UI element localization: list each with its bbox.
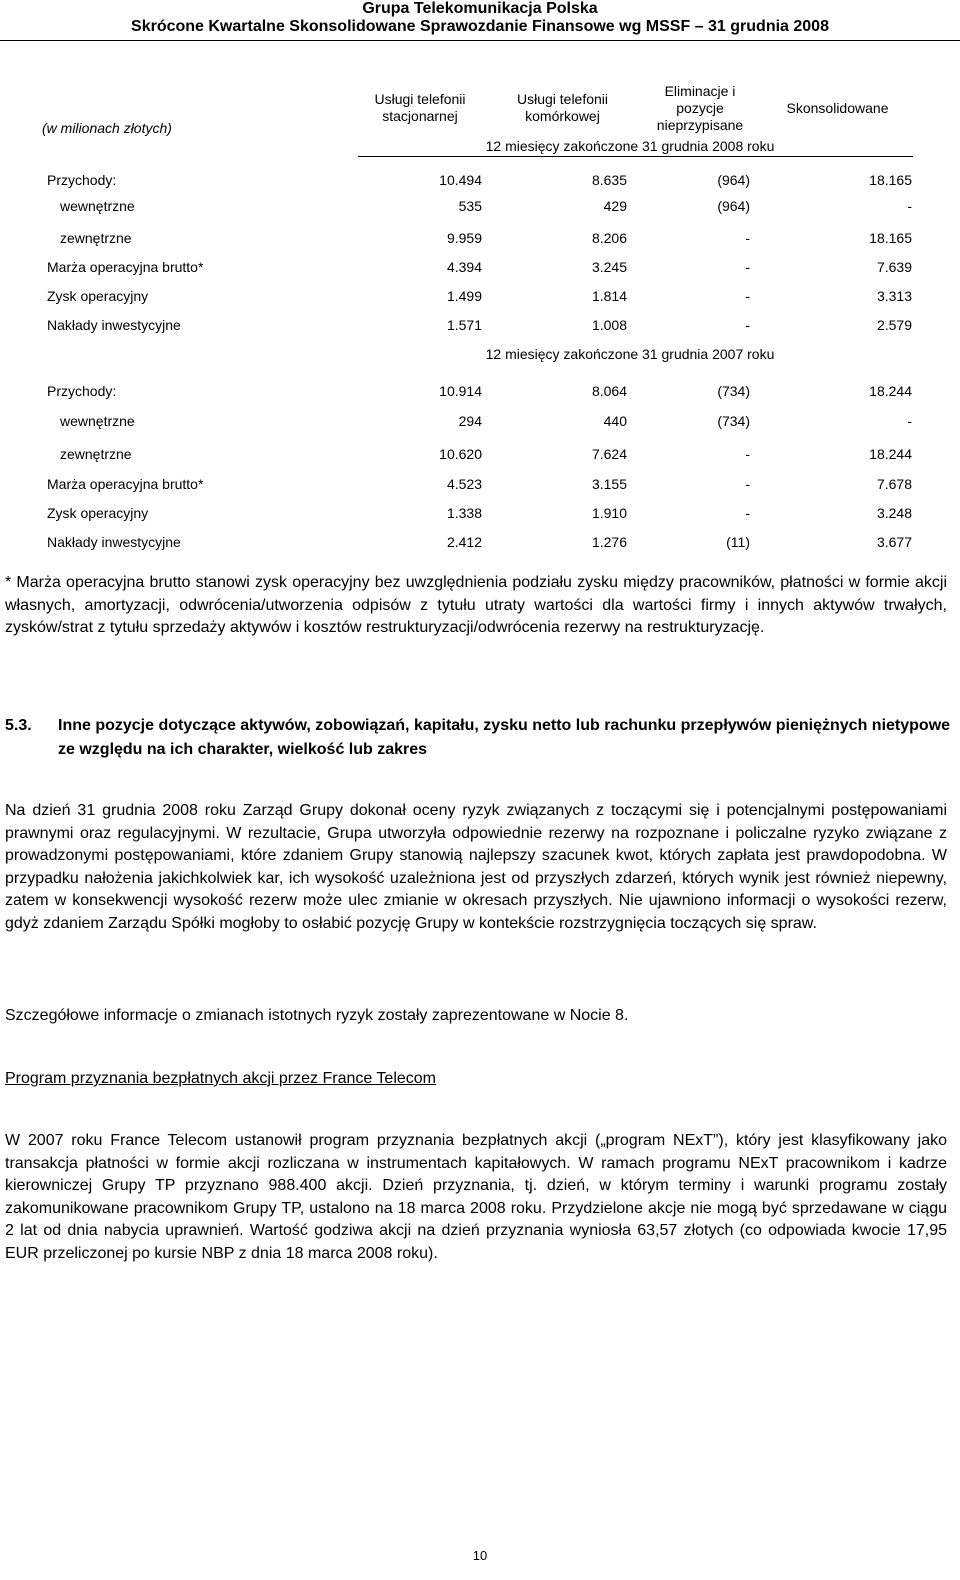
row-value: 7.639 <box>876 259 912 275</box>
row-value: 7.678 <box>876 476 912 492</box>
row-value: 1.910 <box>591 505 627 521</box>
column-header-consolidated: Skonsolidowane <box>786 100 889 116</box>
paragraph-risk-note: Szczegółowe informacje o zmianach istotnych ryzyk zostały zaprezentowane w Nocie 8. <box>5 1007 629 1024</box>
row-value: 1.338 <box>446 505 482 521</box>
period-label-2008: 12 miesięcy zakończone 31 grudnia 2008 roku <box>485 138 775 154</box>
paragraph-share-program: W 2007 roku France Telecom ustanowił program przyznania bezpłatnych akcji („program NExT”), który jest klasyfikowany jako transakcja płatności w formie akcji rozliczana w instrumentach kapitałowych. W ramach programu NExT pracownikom i kadrze kierowniczej Grupy TP przyznano 988.400 akcji. Dzień przyznania, tj. dzień, w którym terminy i warunki programu zostały zakomunikowane pracownikom Grupy TP, ustalono na 18 marca 2008 roku. Przydzielone akcje nie mogą być sprzedawane w ciągu 2 lat od dnia nabycia uprawnień. Wartość godziwa akcji na dzień przyznania wyniosła 63,57 złotych (co odpowiada kwocie 17,95 EUR przeliczonej po kursie NBP z dnia 18 marca 2008 roku). <box>5 1132 947 1262</box>
row-value: 4.523 <box>446 476 482 492</box>
row-value: - <box>745 288 750 304</box>
table-header-rule <box>358 156 913 157</box>
row-value: 10.914 <box>439 383 482 399</box>
row-value: 3.245 <box>591 259 627 275</box>
row-label: zewnętrzne <box>60 446 132 462</box>
row-value: - <box>745 476 750 492</box>
row-value: 7.624 <box>591 446 627 462</box>
row-value: 1.276 <box>591 534 627 550</box>
row-value: 18.244 <box>869 383 912 399</box>
row-value: 440 <box>603 413 627 429</box>
column-header-fixed-line: Usługi telefonii stacjonarnej <box>374 91 466 124</box>
row-value: 535 <box>458 198 482 214</box>
row-value: (964) <box>717 198 750 214</box>
row-value: 3.155 <box>591 476 627 492</box>
row-value: 1.814 <box>591 288 627 304</box>
page-number: 10 <box>472 1548 488 1563</box>
row-value: (964) <box>717 172 750 188</box>
row-value: 1.499 <box>446 288 482 304</box>
row-value: 8.206 <box>591 230 627 246</box>
row-value: - <box>907 413 912 429</box>
row-label: Nakłady inwestycyjne <box>47 534 181 550</box>
paragraph-provisions: Na dzień 31 grudnia 2008 roku Zarząd Grupy dokonał oceny ryzyk związanych z toczącymi się i potencjalnymi postępowaniami prawnymi oraz regulacyjnymi. W rezultacie, Grupa utworzyła odpowiednie rezerwy na rozpoznane i policzalne ryzyko związane z prowadzonymi postępowaniami, które zdaniem Grupy stanowią najlepszy szacunek kwot, których zapłata jest prawdopodobna. W przypadku nałożenia jakichkolwiek kar, ich wysokość uzależniona jest od przyszłych zdarzeń, których wynik jest również niepewny, zatem w konsekwencji wysokość rezerw może ulec zmianie w okresach przyszłych. Nie ujawniono informacji o wysokości rezerw, gdyż zdaniem Zarządu Spółki mogłoby to osłabić pozycję Grupy w kontekście rozstrzygnięcia toczących się spraw. <box>5 802 947 932</box>
row-label: Zysk operacyjny <box>47 505 149 521</box>
row-value: 4.394 <box>446 259 482 275</box>
row-label: Zysk operacyjny <box>47 288 149 304</box>
row-value: (11) <box>726 534 750 550</box>
row-value: - <box>745 317 750 333</box>
row-value: (734) <box>717 383 750 399</box>
row-value: 3.677 <box>876 534 912 550</box>
row-value: - <box>745 259 750 275</box>
row-value: 10.620 <box>439 446 482 462</box>
row-label: Przychody: <box>47 383 117 399</box>
row-value: 9.959 <box>446 230 482 246</box>
column-header-mobile: Usługi telefonii komórkowej <box>516 91 609 124</box>
column-header-eliminations: Eliminacje i pozycje nieprzypisane <box>656 83 744 133</box>
footnote-gross-margin: * Marża operacyjna brutto stanowi zysk operacyjny bez uwzględnienia podziału zysku między pracowników, płatności w formie akcji własnych, amortyzacji, odwrócenia/utworzenia odpisów z tytułu utraty wartości dla wartości firmy i innych aktywów trwałych, zysków/strat z tytułu sprzedaży aktywów i kosztów restrukturyzacji/odwrócenia rezerwy na restrukturyzację. <box>5 574 947 637</box>
row-label: Przychody: <box>47 172 117 188</box>
row-value: 429 <box>603 198 627 214</box>
table-unit-label: (w milionach złotych) <box>42 120 172 136</box>
row-value: (734) <box>717 413 750 429</box>
row-value: 1.008 <box>591 317 627 333</box>
row-value: 8.635 <box>591 172 627 188</box>
section-title: Inne pozycje dotyczące aktywów, zobowiązań, kapitału, zysku netto lub rachunku przepływów pieniężnych nietypowe ze względu na ich charakter, wielkość lub zakres <box>58 717 951 758</box>
row-value: 18.165 <box>869 172 912 188</box>
document-header-subtitle: Skrócone Kwartalne Skonsolidowane Sprawozdanie Finansowe wg MSSF – 31 grudnia 2008 <box>131 18 829 35</box>
row-label: wewnętrzne <box>60 413 135 429</box>
row-label: wewnętrzne <box>60 198 135 214</box>
row-value: - <box>745 505 750 521</box>
row-value: 3.313 <box>876 288 912 304</box>
subheading-share-program: Program przyznania bezpłatnych akcji przez France Telecom <box>5 1070 437 1087</box>
row-value: 294 <box>458 413 482 429</box>
document-header-title: Grupa Telekomunikacja Polska <box>362 0 598 17</box>
row-value: - <box>907 198 912 214</box>
header-divider <box>0 40 960 41</box>
row-label: zewnętrzne <box>60 230 132 246</box>
row-label: Marża operacyjna brutto* <box>47 476 204 492</box>
row-label: Nakłady inwestycyjne <box>47 317 181 333</box>
row-value: 10.494 <box>439 172 482 188</box>
row-value: 2.412 <box>446 534 482 550</box>
section-number: 5.3. <box>5 717 32 734</box>
row-label: Marża operacyjna brutto* <box>47 259 204 275</box>
row-value: 3.248 <box>876 505 912 521</box>
row-value: 1.571 <box>446 317 482 333</box>
row-value: - <box>745 230 750 246</box>
row-value: 18.244 <box>869 446 912 462</box>
row-value: 2.579 <box>876 317 912 333</box>
row-value: 8.064 <box>591 383 627 399</box>
row-value: 18.165 <box>869 230 912 246</box>
period-label-2007: 12 miesięcy zakończone 31 grudnia 2007 roku <box>485 346 775 362</box>
row-value: - <box>745 446 750 462</box>
